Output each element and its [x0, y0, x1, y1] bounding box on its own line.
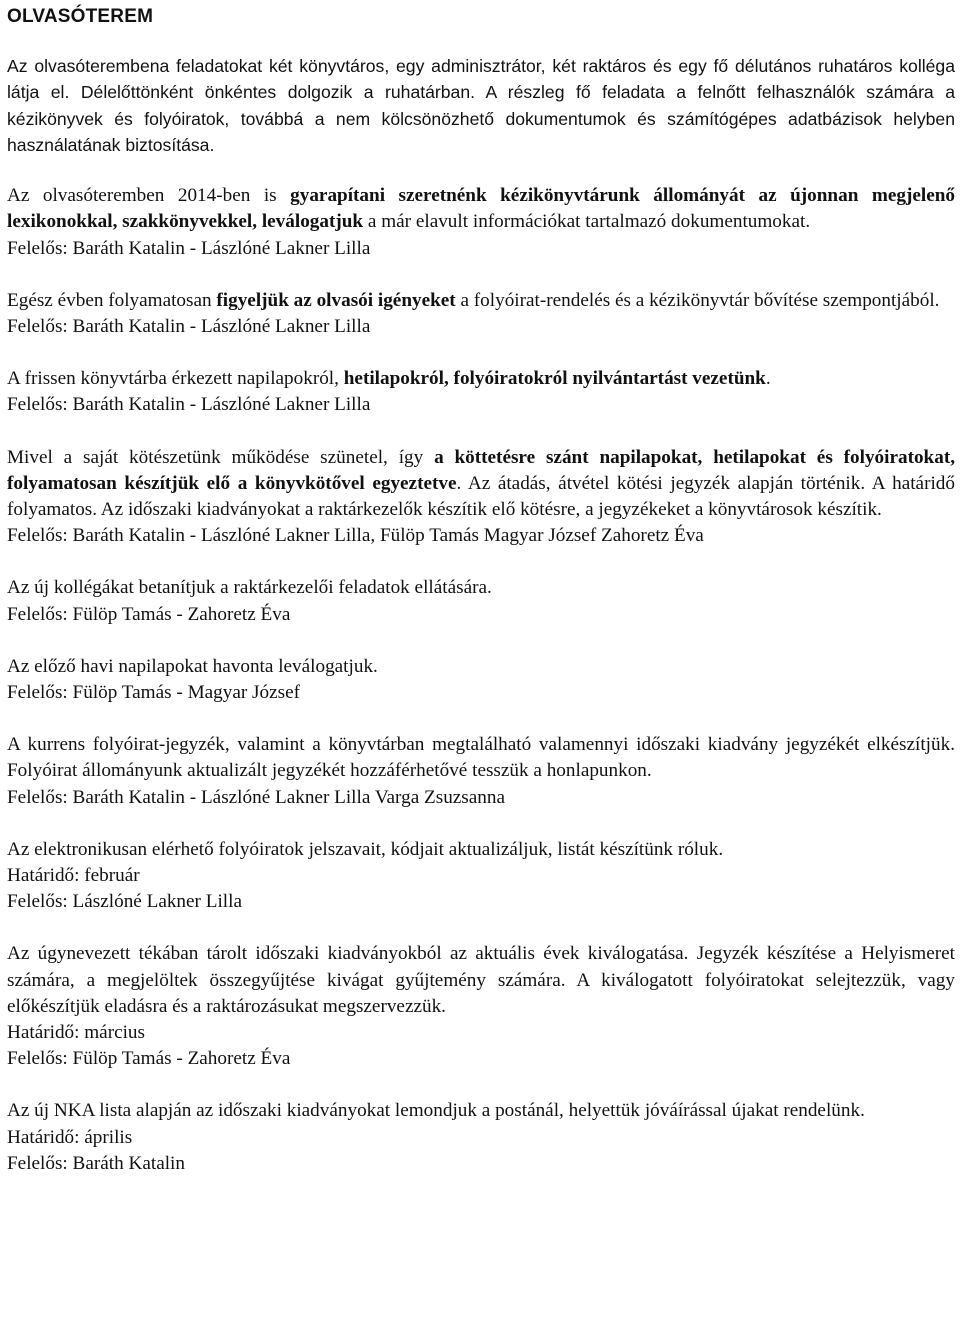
task-description — [7, 288, 955, 314]
section-heading: OLVASÓTEREM — [7, 6, 154, 27]
plain-text: a már elavult információkat tartalmazó dokumentumokat. — [363, 211, 811, 233]
plain-text: Az úgynevezett tékában tárolt időszaki kiadványokból az aktuális évek kiválogatása. Jegyzék készítése a Helyismeret számára, a megjelöltek összegyűjtése kivágat gyűjtemény számára. A kiválogatott folyóiratokat selejtezzük, vagy előkészítjük eladásra és a raktározásukat megszervezzük. — [7, 943, 955, 1017]
deadline-line: Határidő: április — [7, 1126, 133, 1148]
plain-text: Mivel a saját kötészetünk működése szünetel, így — [7, 446, 435, 468]
plain-text: a folyóirat-rendelés és a kézikönyvtár bővítése szempontjából. — [455, 289, 940, 311]
task-block — [7, 183, 955, 262]
task-list — [7, 183, 955, 1177]
plain-text: Az új NKA lista alapján az időszaki kiadványokat lemondjuk a postánál, helyettük jóváírással újakat rendelünk. — [7, 1100, 865, 1122]
responsible-line: Felelős: Fülöp Tamás - Zahoretz Éva — [7, 1048, 291, 1070]
task-description — [7, 445, 955, 524]
task-description — [7, 575, 955, 601]
emphasis-text: hetilapokról, folyóiratokról nyilvántartást vezetünk — [343, 368, 766, 390]
task-description — [7, 732, 955, 784]
task-block — [7, 1098, 955, 1177]
task-description — [7, 837, 955, 863]
responsible-line: Felelős: Baráth Katalin - Lászlóné Lakner Lilla — [7, 237, 371, 259]
document-page — [7, 0, 955, 1177]
plain-text: Egész évben folyamatosan — [7, 289, 217, 311]
deadline-line: Határidő: március — [7, 1022, 145, 1044]
plain-text: . Az átadás, átvétel kötési jegyzék alapján történik. A határidő folyamatos. Az időszaki kiadványokat a raktárkezelők készítik elő kötésre, a jegyzékeket a könyvtárosok készítik. — [7, 472, 955, 521]
task-description — [7, 941, 955, 1020]
task-block — [7, 575, 955, 627]
task-description — [7, 654, 955, 680]
responsible-line: Felelős: Lászlóné Lakner Lilla — [7, 891, 242, 913]
plain-text: A frissen könyvtárba érkezett napilapokról, — [7, 368, 344, 390]
plain-text: . — [765, 368, 771, 390]
task-block — [7, 366, 955, 418]
emphasis-text: a köttetésre szánt napilapokat, hetilapokat és folyóiratokat, folyamatosan készítjük elő a könyvkötővel egyeztetve — [7, 446, 956, 494]
plain-text: Az olvasóteremben 2014-ben is — [7, 185, 291, 207]
responsible-line: Felelős: Baráth Katalin - Lászlóné Lakner Lilla — [7, 316, 371, 337]
task-block — [7, 732, 955, 811]
responsible-line: Felelős: Fülöp Tamás - Zahoretz Éva — [7, 603, 291, 625]
responsible-line: Felelős: Baráth Katalin - Lászlóné Lakner Lilla Varga Zsuzsanna — [7, 786, 505, 808]
responsible-line: Felelős: Baráth Katalin - Lászlóné Lakner Lilla — [7, 394, 371, 416]
task-block — [7, 837, 955, 916]
plain-text: Az előző havi napilapokat havonta leválogatjuk. — [7, 655, 378, 677]
task-block — [7, 941, 955, 1072]
emphasis-text: figyeljük az olvasói igényeket — [216, 289, 456, 311]
responsible-line: Felelős: Baráth Katalin - Lászlóné Lakner Lilla, Fülöp Tamás Magyar József Zahoretz Éva — [7, 525, 704, 547]
responsible-line: Felelős: Fülöp Tamás - Magyar József — [7, 682, 300, 704]
plain-text: Az új kollégákat betanítjuk a raktárkezelői feladatok ellátására. — [7, 577, 492, 599]
plain-text: Az elektronikusan elérhető folyóiratok jelszavait, kódjait aktualizáljuk, listát készítünk róluk. — [7, 838, 724, 860]
task-block — [7, 654, 955, 706]
task-description — [7, 183, 955, 235]
emphasis-text: gyarapítani szeretnénk kézikönyvtárunk állományát az újonnan megjelenő lexikonokkal, szakkönyvekkel, leválogatjuk — [7, 185, 955, 233]
task-description — [7, 366, 955, 392]
responsible-line: Felelős: Baráth Katalin — [7, 1152, 185, 1174]
plain-text: A kurrens folyóirat-jegyzék, valamint a könyvtárban megtalálható valamennyi időszaki kiadvány jegyzékét elkészítjük. Folyóirat állományunk aktualizált jegyzékét hozzáférhetővé tesszük a honlapunkon. — [7, 734, 955, 782]
task-description — [7, 1098, 955, 1124]
deadline-line: Határidő: február — [7, 865, 140, 887]
intro-paragraph: Az olvasóterembena feladatokat két könyvtáros, egy adminisztrátor, két raktáros és egy fő délutános ruhatáros kolléga látja el. Délelőttönként önkéntes dolgozik a ruhatárban. A részleg fő feladata a felnőtt felhasználók számára a kézikönyvek és folyóiratok, továbbá a nem kölcsönözhető dokumentumok és számítógépes adatbázisok helyben használatának biztosítása. — [7, 56, 955, 155]
task-block — [7, 445, 955, 550]
task-block — [7, 288, 955, 340]
